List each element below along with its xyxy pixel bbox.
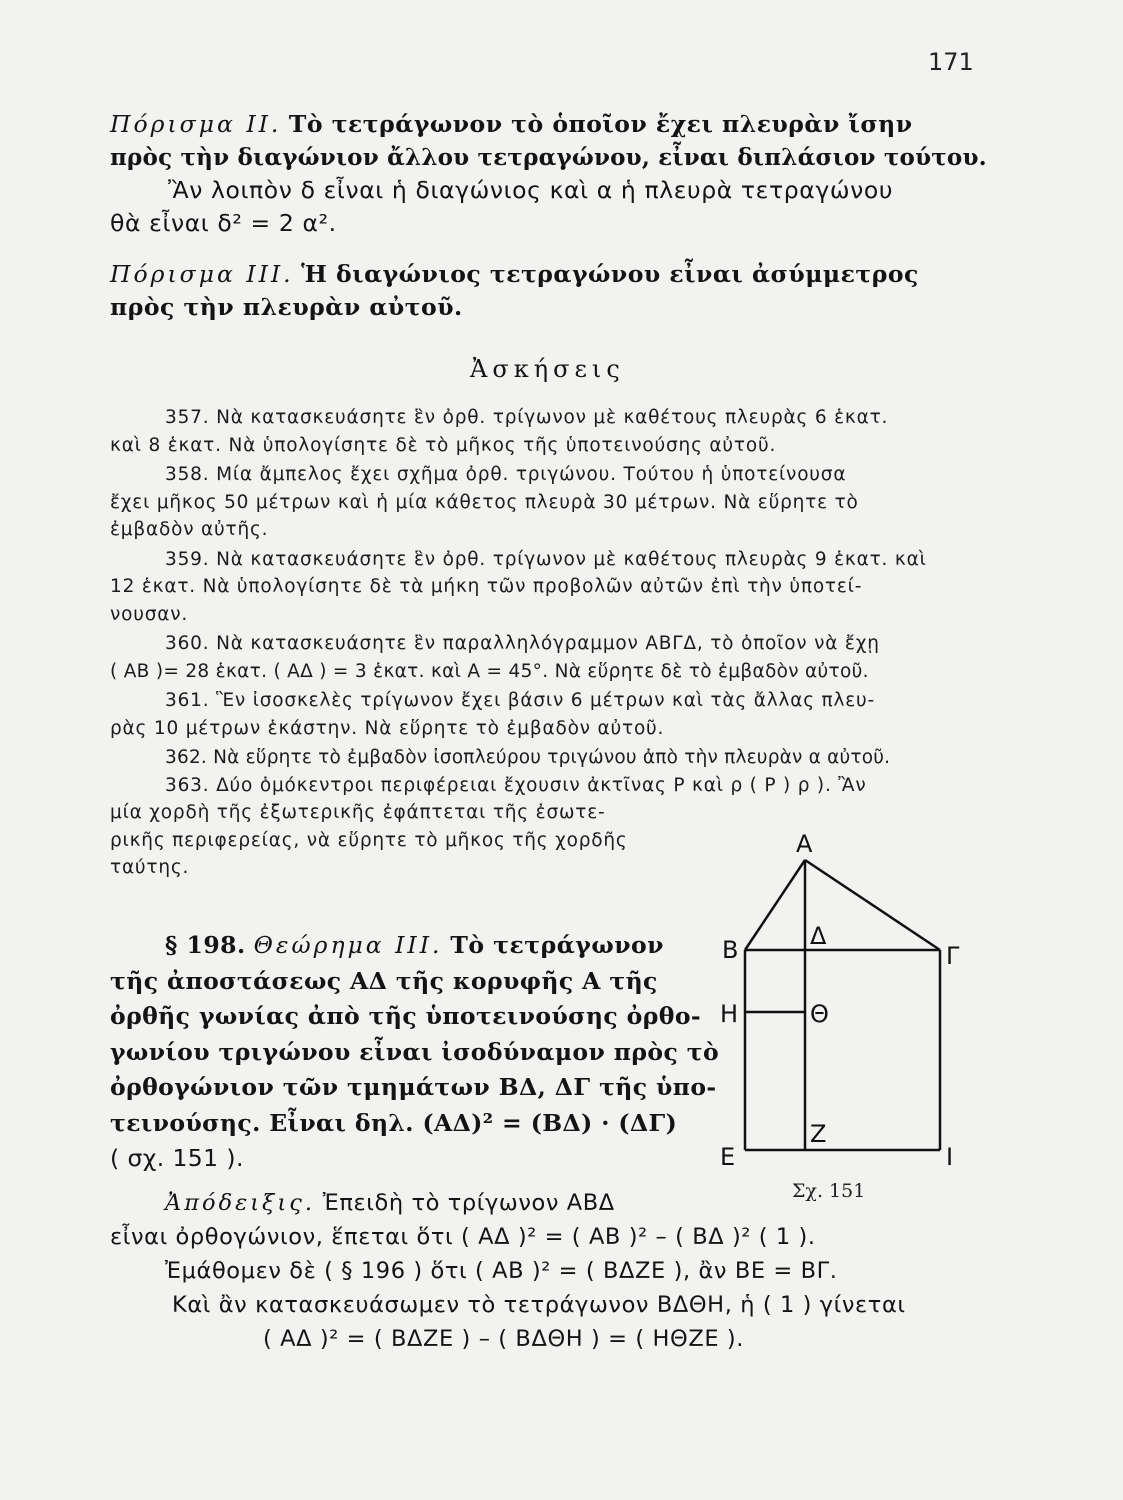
label-Z: Ζ — [810, 1120, 827, 1148]
label-A: Α — [796, 830, 813, 858]
exercise-line: νουσαν. — [110, 603, 189, 625]
proof-text-2: εἶναι ὀρθογώνιον, ἕπεται ὅτι ( ΑΔ )² = ( ΑΒ )² – ( ΒΔ )² ( 1 ). — [110, 1224, 816, 1250]
theorem-statement-2: τῆς ἀποστάσεως ΑΔ τῆς κορυφῆς Α τῆς — [110, 966, 658, 995]
theorem-statement-4: γωνίου τριγώνου εἶναι ἰσοδύναμον πρὸς τὸ — [110, 1037, 720, 1066]
proof-text-5: ( ΑΔ )² = ( ΒΔΖΕ ) – ( ΒΔΘΗ ) = ( ΗΘΖΕ ). — [263, 1326, 745, 1352]
label-G: Γ — [946, 942, 960, 970]
porisma-2 — [110, 108, 987, 240]
exercise-line: 358. Μία ἄμπελος ἔχει σχῆμα ὀρθ. τριγώνου. Τούτου ἡ ὑποτείνουσα — [165, 464, 847, 485]
porisma-3-statement-1: Ἡ διαγώνιος τετραγώνου εἶναι ἀσύμμετρος — [301, 260, 919, 288]
exercise-line: καὶ 8 ἑκατ. Νὰ ὑπολογίσητε δὲ τὸ μῆκος τῆς ὑποτεινούσης αὐτοῦ. — [110, 434, 777, 456]
porisma-2-text-1: Ἂν λοιπὸν δ εἶναι ἡ διαγώνιος καὶ α ἡ πλευρὰ τετραγώνου — [168, 176, 894, 204]
theorem-figure-ref: ( σχ. 151 ). — [110, 1144, 244, 1172]
exercise-line: ρικῆς περιφερείας, νὰ εὕρητε τὸ μῆκος τῆς χορδῆς — [110, 829, 628, 851]
exercise-line: ( ΑΒ )= 28 ἑκατ. ( ΑΔ ) = 3 ἑκατ. καὶ Α = 45°. Νὰ εὕρητε δὲ τὸ ἐμβαδὸν αὐτοῦ. — [110, 660, 869, 682]
figure-151 — [700, 820, 970, 1170]
figure-caption: Σχ. 151 — [792, 1180, 866, 1202]
theorem-statement-1: Τὸ τετράγωνον — [450, 931, 664, 959]
exercise-line: 357. Νὰ κατασκευάσητε ἓν ὀρθ. τρίγωνον μὲ καθέτους πλευρὰς 6 ἑκατ. — [165, 407, 889, 428]
exercise-line: μία χορδὴ τῆς ἐξωτερικῆς ἐφάπτεται τῆς ἐσωτε- — [110, 802, 606, 823]
exercise-line: ταύτης. — [110, 857, 190, 878]
exercise-line: 359. Νὰ κατασκευάσητε ἓν ὀρθ. τρίγωνον μὲ καθέτους πλευρὰς 9 ἑκατ. καὶ — [165, 548, 927, 570]
segment-AB — [745, 860, 805, 950]
label-TH: Θ — [810, 1000, 829, 1028]
theorem-statement-3: ὀρθῆς γωνίας ἀπὸ τῆς ὑποτεινούσης ὀρθο- — [110, 1002, 702, 1030]
proof-text-1: Ἐπειδὴ τὸ τρίγωνον ΑΒΔ — [322, 1190, 615, 1216]
label-I: Ι — [946, 1143, 954, 1170]
theorem-label: Θεώρημα ΙΙΙ. — [253, 931, 443, 959]
theorem-section: § 198. — [165, 931, 246, 959]
porisma-2-text-2: θὰ εἶναι δ² = 2 α². — [110, 209, 337, 237]
proof-label: Ἀπόδειξις. — [165, 1190, 315, 1216]
theorem-statement-6: τεινούσης. Εἶναι δηλ. (ΑΔ)² = (ΒΔ) · (ΔΓ) — [110, 1108, 678, 1137]
theorem-198 — [110, 928, 720, 1177]
exercise-line: 362. Νὰ εὕρητε τὸ ἐμβαδὸν ἰσοπλεύρου τριγώνου ἀπὸ τὴν πλευρὰν α αὐτοῦ. — [165, 747, 891, 768]
exercise-line: 361. Ἓν ἰσοσκελὲς τρίγωνον ἔχει βάσιν 6 μέτρων καὶ τὰς ἄλλας πλευ- — [165, 690, 876, 711]
exercise-line: ἔχει μῆκος 50 μέτρων καὶ ἡ μία κάθετος πλευρὰ 30 μέτρων. Νὰ εὕρητε τὸ — [110, 491, 859, 513]
porisma-2-label: Πόρισμα ΙΙ. — [110, 110, 282, 138]
exercise-line: 360. Νὰ κατασκευάσητε ἓν παραλληλόγραμμον ΑΒΓΔ, τὸ ὁποῖον νὰ ἔχῃ — [165, 633, 880, 654]
label-H: Η — [720, 1000, 739, 1028]
theorem-statement-5: ὀρθογώνιον τῶν τμημάτων ΒΔ, ΔΓ τῆς ὑπο- — [110, 1073, 717, 1101]
label-B: Β — [722, 936, 739, 964]
page-number: 171 — [928, 48, 974, 76]
porisma-3-statement-2: πρὸς τὴν πλευρὰν αὐτοῦ. — [110, 293, 463, 321]
label-E: Ε — [720, 1143, 736, 1170]
porisma-2-statement-2: πρὸς τὴν διαγώνιον ἄλλου τετραγώνου, εἶναι διπλάσιον τούτου. — [110, 144, 987, 171]
exercise-line: 12 ἑκατ. Νὰ ὑπολογίσητε δὲ τὰ μήκη τῶν προβολῶν αὐτῶν ἐπὶ τὴν ὑποτεί- — [110, 576, 863, 597]
label-D: Δ — [810, 922, 827, 950]
exercise-line: ἐμβαδὸν αὐτῆς. — [110, 519, 269, 540]
exercise-line: 363. Δύο ὁμόκεντροι περιφέρειαι ἔχουσιν ἀκτῖνας Ρ καὶ ρ ( Ρ ) ρ ). Ἂν — [165, 774, 867, 796]
porisma-3 — [110, 258, 972, 324]
exercises-heading: Ἀσκήσεις — [470, 355, 625, 383]
exercises-list — [110, 404, 972, 882]
porisma-3-label: Πόρισμα ΙΙΙ. — [110, 260, 294, 288]
proof-text-4: Καὶ ἂν κατασκευάσωμεν τὸ τετράγωνον ΒΔΘΗ, ἡ ( 1 ) γίνεται — [172, 1292, 906, 1318]
exercise-line: ρὰς 10 μέτρων ἑκάστην. Νὰ εὕρητε τὸ ἐμβαδὸν αὐτοῦ. — [110, 717, 665, 739]
proof — [110, 1186, 990, 1356]
proof-text-3: Ἐμάθομεν δὲ ( § 196 ) ὅτι ( ΑΒ )² = ( ΒΔΖΕ ), ἂν ΒΕ = ΒΓ. — [165, 1258, 838, 1284]
porisma-2-statement-1: Τὸ τετράγωνον τὸ ὁποῖον ἔχει πλευρὰν ἴσην — [288, 110, 913, 138]
